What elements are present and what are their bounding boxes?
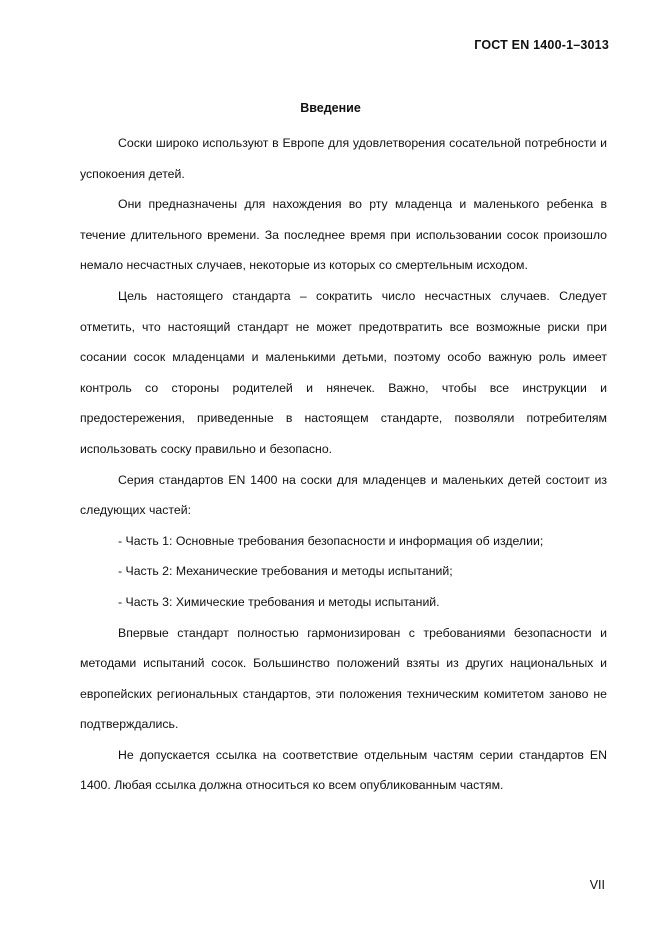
list-item: - Часть 2: Механические требования и методы испытаний; xyxy=(118,564,453,579)
paragraph: Они предназначены для нахождения во рту младенца и маленького ребенка в течение длительного времени. За последнее время при использовании сосок произошло немало несчастных случаев, некоторые из которых со смертельным исходом. xyxy=(80,197,607,273)
section-body xyxy=(80,128,607,801)
paragraph: Цель настоящего стандарта – сократить число несчастных случаев. Следует отметить, что настоящий стандарт не может предотвратить все возможные риски при сосании сосок младенцами и маленькими детьми, поэтому особо важную роль имеет контроль со стороны родителей и нянечек. Важно, чтобы все инструкции и предостережения, приведенные в настоящем стандарте, позволяли потребителям использовать соску правильно и безопасно. xyxy=(80,288,607,456)
paragraph: Серия стандартов EN 1400 на соски для младенцев и маленьких детей состоит из следующих частей: xyxy=(80,472,607,518)
paragraph: Не допускается ссылка на соответствие отдельным частям серии стандартов EN 1400. Любая ссылка должна относиться ко всем опубликованным частям. xyxy=(80,747,607,793)
document-number: ГОСТ EN 1400-1–3013 xyxy=(474,38,609,52)
page-number: VII xyxy=(589,878,605,892)
paragraph: Впервые стандарт полностью гармонизирован с требованиями безопасности и методами испытаний сосок. Большинство положений взяты из других национальных и европейских региональных стандартов, эти положения техническим комитетом заново не подтверждались. xyxy=(80,625,607,732)
list-item: - Часть 1: Основные требования безопасности и информация об изделии; xyxy=(118,533,544,548)
section-title: Введение xyxy=(300,101,361,115)
list-item: - Часть 3: Химические требования и методы испытаний. xyxy=(118,594,440,609)
paragraph: Соски широко используют в Европе для удовлетворения сосательной потребности и успокоения детей. xyxy=(80,136,607,181)
